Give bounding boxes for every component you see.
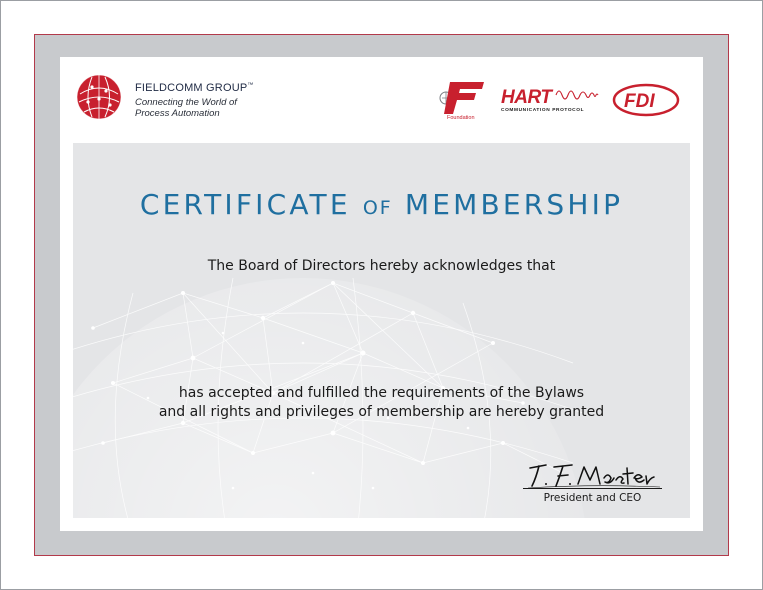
organization-name — [135, 82, 254, 94]
organization-name-text: FIELDCOMM GROUP — [135, 82, 248, 94]
title-of: OF — [362, 197, 393, 219]
hart-subtitle: COMMUNICATION PROTOCOL — [501, 108, 585, 113]
certificate-title — [73, 188, 690, 221]
organization-tagline — [135, 97, 275, 119]
fdi-logo-icon — [614, 85, 678, 115]
body-line-2: and all rights and privileges of membership are hereby granted — [158, 404, 605, 420]
signature-rule — [523, 488, 662, 489]
hart-logo-icon — [501, 87, 598, 108]
foundation-label: Foundation — [447, 115, 475, 121]
body-line-1: has accepted and fulfilled the requirements of the Bylaws — [178, 385, 585, 401]
signature-image — [524, 458, 664, 492]
title-membership: MEMBERSHIP — [404, 188, 624, 221]
trademark-symbol: ™ — [247, 82, 254, 89]
title-certificate: CERTIFICATE — [139, 188, 351, 221]
partner-logos — [438, 78, 688, 124]
hart-label: HART — [501, 87, 552, 108]
acknowledgement-line: The Board of Directors hereby acknowledges that — [207, 258, 556, 274]
fdi-label: FDI — [624, 91, 655, 112]
tagline-line-1: Connecting the World of — [135, 97, 237, 108]
signer-title: President and CEO — [543, 492, 642, 504]
tagline-line-2: Process Automation — [135, 108, 220, 119]
foundation-logo-icon — [440, 82, 484, 114]
